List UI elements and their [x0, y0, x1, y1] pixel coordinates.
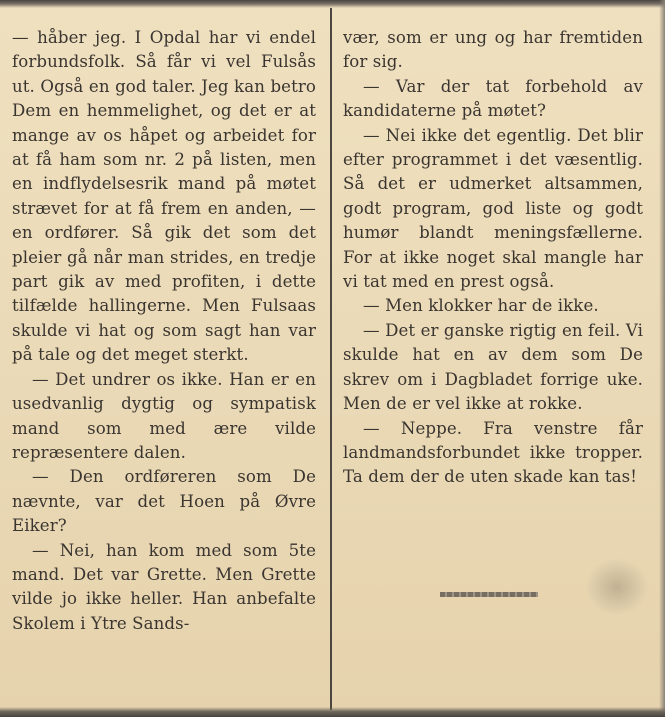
right-column	[343, 26, 643, 490]
right-paragraph-3: — Nei ikke det egentlig. Det blir efter programmet i det væsentlig. Så det er udmerket altsammen, godt program, god liste og godt humør blandt meningsfællerne. For at ikke noget skal mangle har vi tat med en prest også.	[343, 125, 643, 292]
left-column	[12, 26, 316, 636]
torn-bottom-edge	[0, 707, 665, 717]
left-paragraph-4: — Nei, han kom med som 5te mand. Det var Grette. Men Grette vilde jo ikke heller. Han anbefalte Skolem i Ytre Sands-	[12, 540, 316, 633]
right-paragraph-5: — Det er ganske rigtig en feil. Vi skulde hat en av dem som De skrev om i Dagbladet forrige uke. Men de er vel ikke at rokke.	[343, 320, 643, 414]
right-paragraph-2: — Var der tat forbehold av kandidaterne på møtet?	[343, 76, 643, 121]
column-divider-rule	[330, 8, 332, 710]
right-paragraph-1: vær, som er ung og har fremtiden for sig.	[343, 28, 643, 72]
left-paragraph-3: — Den ordføreren som De nævnte, var det Hoen på Øvre Eiker?	[12, 467, 316, 536]
right-paragraph-4: — Men klokker har de ikke.	[363, 296, 599, 316]
end-ornament-rule	[440, 592, 538, 597]
left-paragraph-2: — Det undrer os ikke. Han er en usedvanlig dygtig og sympatisk mand som med ære vilde repræsentere dalen.	[12, 369, 316, 462]
right-edge-shadow	[659, 0, 665, 717]
right-paragraph-6: — Neppe. Fra venstre får landmandsforbundet ikke tropper. Ta dem der de uten skade kan tas!	[343, 418, 643, 487]
torn-top-edge	[0, 0, 665, 8]
left-paragraph-1: — håber jeg. I Opdal har vi endel forbundsfolk. Så får vi vel Fulsås ut. Også en god taler. Jeg kan betro Dem en hemmelighet, og det er at mange av os håpet og arbeidet for at få ham som nr. 2 på listen, men en indflydelsesrik mand på møtet strævet for at få frem en anden, — en ordfører. Så gik det som det pleier gå når man strides, en tredje part gik av med profiten, i dette tilfælde hallingerne. Men Fulsaas skulde vi hat og som sagt han var på tale og det meget sterkt.	[12, 28, 316, 365]
ink-smudge	[585, 558, 649, 616]
